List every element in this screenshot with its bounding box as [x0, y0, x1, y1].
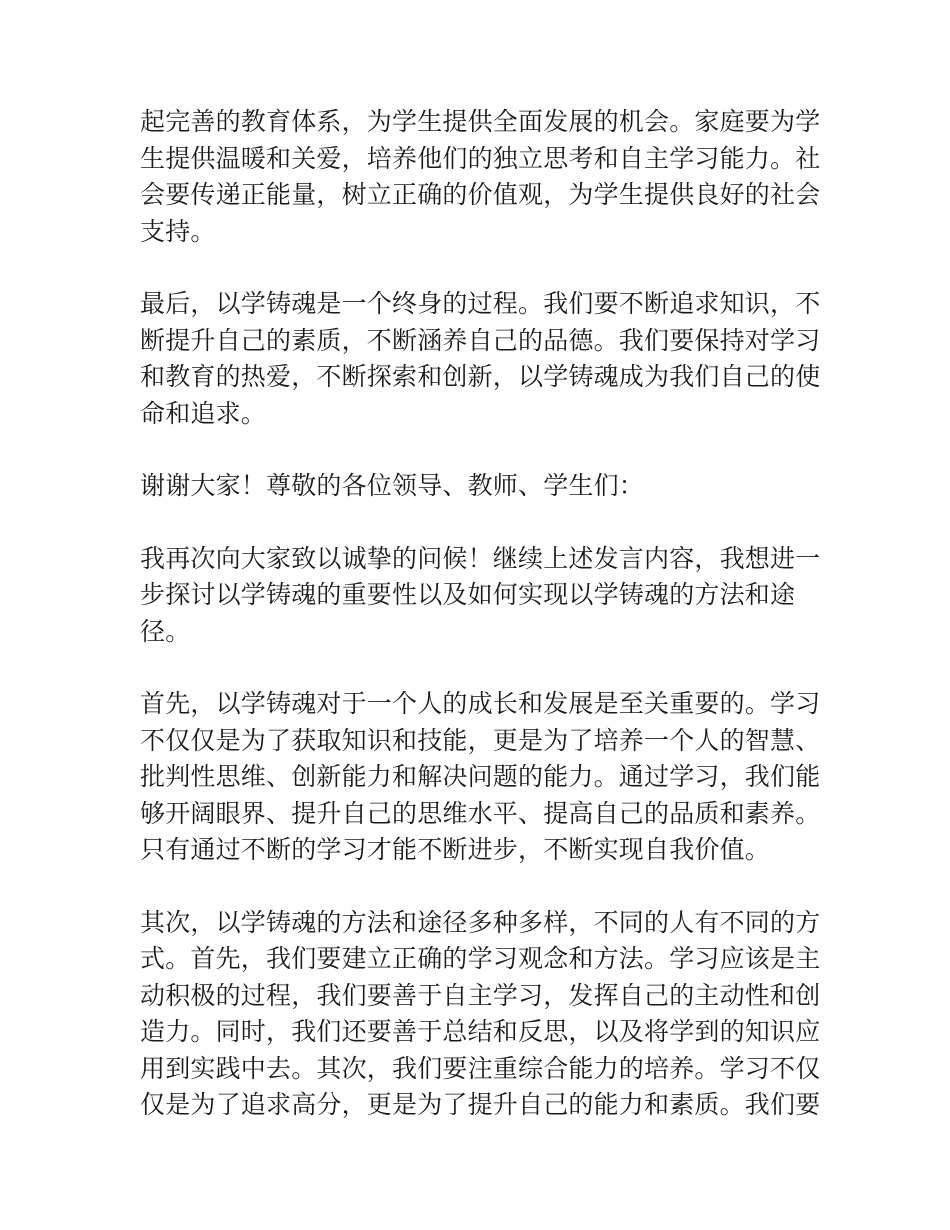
- paragraph-education-system: 起完善的教育体系，为学生提供全面发展的机会。家庭要为学 生提供温暖和关爱，培养他们的独立思考和自主学习能力。社 会要传递正能量，树立正确的价值观，为学生提供良好的社会 支持。: [140, 107, 821, 246]
- document-body: [140, 104, 830, 1160]
- paragraph-renewed-greeting: 我再次向大家致以诚挚的问候！继续上述发言内容，我想进一 步探讨以学铸魂的重要性以及如何实现以学铸魂的方法和途径。: [140, 543, 821, 646]
- paragraph-importance: 首先，以学铸魂对于一个人的成长和发展是至关重要的。学习 不仅仅是为了获取知识和技能，更是为了培养一个人的智慧、 批判性思维、创新能力和解决问题的能力。通过学习，我们能 够开阔眼界、提升自己的思维水平、提高自己的品质和素养。 只有通过不断的学习才能不断进步，不断实现自我价值。: [140, 689, 821, 864]
- paragraph-methods: 其次，以学铸魂的方法和途径多种多样，不同的人有不同的方 式。首先，我们要建立正确的学习观念和方法。学习应该是主 动积极的过程，我们要善于自主学习，发挥自己的主动性和创 造力。同时，我们还要善于总结和反思，以及将学到的知识应 用到实践中去。其次，我们要注重综合能力的培养。学习不仅 仅是为了追求高分，更是为了提升自己的能力和素质。我们要: [140, 907, 821, 1119]
- paragraph-thanks-greeting: 谢谢大家！尊敬的各位领导、教师、学生们：: [140, 471, 645, 500]
- paragraph-lifelong-process: 最后，以学铸魂是一个终身的过程。我们要不断追求知识，不 断提升自己的素质，不断涵养自己的品德。我们要保持对学习 和教育的热爱，不断探索和创新，以学铸魂成为我们自己的使 命和追求。: [140, 289, 821, 428]
